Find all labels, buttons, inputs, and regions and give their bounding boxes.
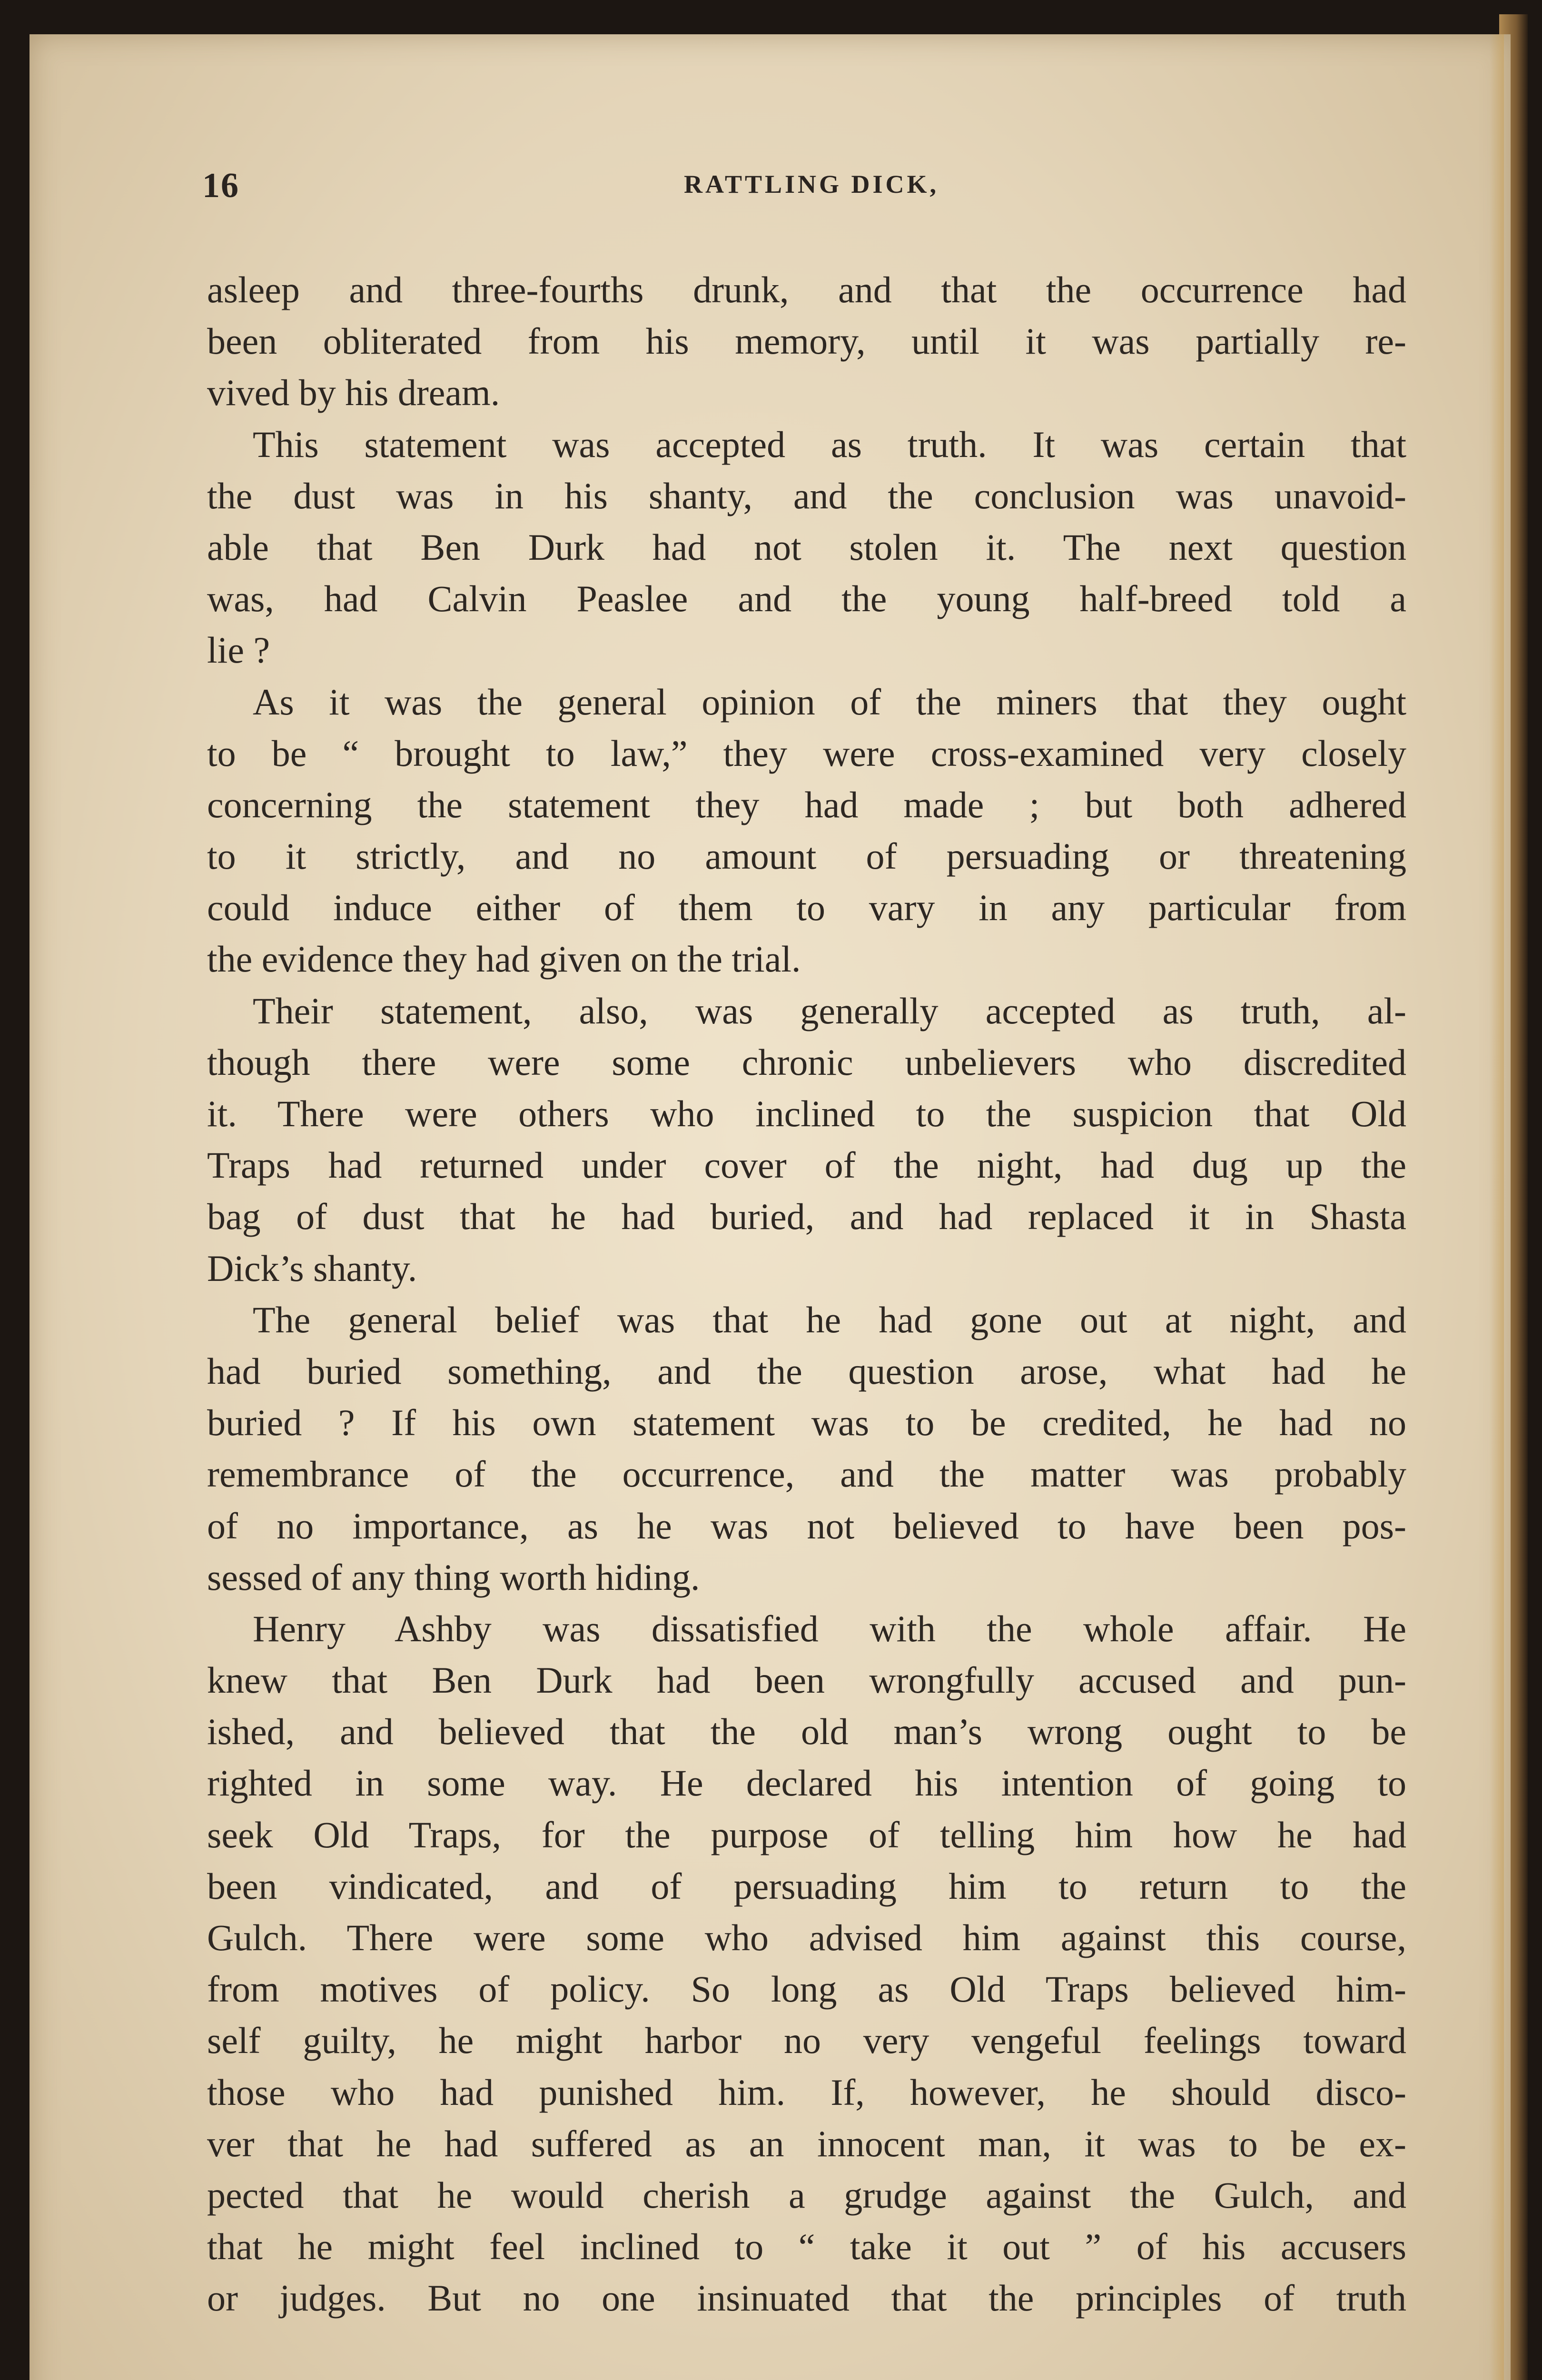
- text-line: vived by his dream.: [207, 372, 500, 414]
- text-line: Henry Ashby was dissatisfied with the whole affair. He: [253, 1607, 1406, 1649]
- text-line: remembrance of the occurrence, and the matter was probably: [207, 1453, 1406, 1495]
- running-title: RATTLING DICK,: [683, 170, 939, 198]
- text-line: Dick’s shanty.: [207, 1247, 417, 1289]
- text-line: As it was the general opinion of the miners that they ought: [253, 681, 1406, 723]
- text-line: could induce either of them to vary in any particular from: [207, 887, 1406, 929]
- text-line: righted in some way. He declared his intention of going to: [207, 1762, 1406, 1804]
- text-line: been vindicated, and of persuading him to return to the: [207, 1865, 1406, 1907]
- text-line: buried ? If his own statement was to be credited, he had no: [207, 1402, 1406, 1444]
- text-line: asleep and three-fourths drunk, and that the occurrence had: [207, 269, 1406, 310]
- text-line: self guilty, he might harbor no very vengeful feelings toward: [207, 2020, 1406, 2062]
- text-line: ished, and believed that the old man’s wrong ought to be: [207, 1711, 1406, 1753]
- text-line: Traps had returned under cover of the night, had dug up the: [207, 1144, 1406, 1186]
- text-line: ver that he had suffered as an innocent man, it was to be ex-: [207, 2122, 1406, 2164]
- text-line: it. There were others who inclined to the suspicion that Old: [207, 1093, 1406, 1134]
- text-line: bag of dust that he had buried, and had replaced it in Shasta: [207, 1196, 1406, 1238]
- text-line: though there were some chronic unbelievers who discredited: [207, 1041, 1406, 1083]
- text-line: concerning the statement they had made ; but both adhered: [207, 783, 1406, 825]
- page-number: 16: [202, 166, 239, 205]
- text-line: sessed of any thing worth hiding.: [207, 1556, 700, 1598]
- text-line: had buried something, and the question arose, what had he: [207, 1350, 1406, 1392]
- text-line: was, had Calvin Peaslee and the young half-breed told a: [207, 578, 1406, 620]
- text-line: to it strictly, and no amount of persuading or threatening: [207, 835, 1406, 877]
- text-line: lie ?: [207, 629, 270, 671]
- text-line: those who had punished him. If, however, he should disco-: [207, 2071, 1406, 2113]
- text-line: pected that he would cherish a grudge against the Gulch, and: [207, 2174, 1406, 2216]
- text-line: of no importance, as he was not believed to have been pos-: [207, 1505, 1406, 1547]
- page-header: [202, 166, 1421, 213]
- text-line: from motives of policy. So long as Old Traps believed him-: [207, 1968, 1406, 2010]
- page-edge-shading: [1490, 34, 1504, 2380]
- text-line: the dust was in his shanty, and the conclusion was unavoid-: [207, 475, 1406, 516]
- text-line: been obliterated from his memory, until it was partially re-: [207, 320, 1406, 362]
- text-line: able that Ben Durk had not stolen it. The next question: [207, 526, 1406, 568]
- text-line: that he might feel inclined to “ take it out ” of his accusers: [207, 2226, 1406, 2268]
- text-line: or judges. But no one insinuated that the principles of truth: [207, 2277, 1406, 2319]
- text-line: the evidence they had given on the trial.: [207, 938, 801, 980]
- text-line: Their statement, also, was generally accepted as truth, al-: [253, 990, 1406, 1031]
- text-line: knew that Ben Durk had been wrongfully accused and pun-: [207, 1659, 1406, 1701]
- text-line: Gulch. There were some who advised him against this course,: [207, 1917, 1406, 1958]
- text-line: The general belief was that he had gone out at night, and: [253, 1299, 1406, 1340]
- text-line: This statement was accepted as truth. It was certain that: [253, 423, 1406, 465]
- text-line: seek Old Traps, for the purpose of telling him how he had: [207, 1814, 1406, 1855]
- body-text: [207, 264, 1406, 2324]
- text-line: to be “ brought to law,” they were cross-examined very closely: [207, 732, 1406, 774]
